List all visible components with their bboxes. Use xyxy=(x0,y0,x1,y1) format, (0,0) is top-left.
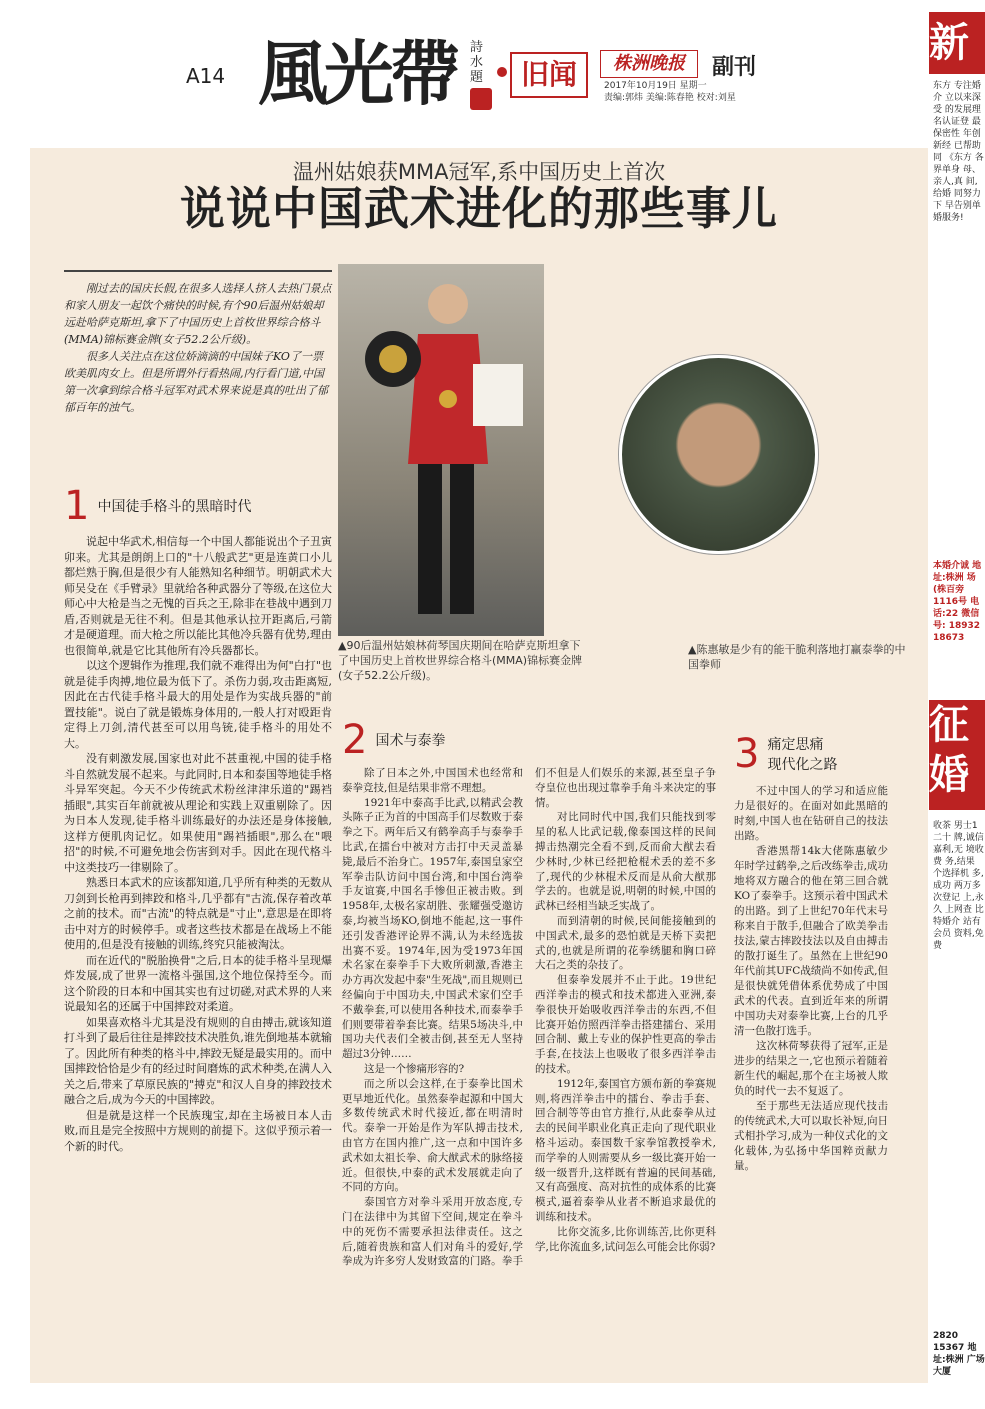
body-paragraph: 1912年,泰国官方颁布新的拳赛规则,将西洋拳击中的擂台、拳击手套、回合制等等由官方推行,从此泰拳从过去的民间半职业化真正走向了现代职业格斗运动。泰国数千家拳馆教授拳术,而学拳的人则需要从乡一级比赛开始一级一级晋升,这样既有普遍的民间基础,又有高强度、高对抗性的成体系的比赛模式,逼着泰拳从业者不断追求最优的训练和技术。 xyxy=(535,1077,716,1223)
body-paragraph: 比你交流多,比你训练苦,比你更科学,比你流血多,试问怎么可能会比你弱? xyxy=(535,1225,716,1253)
editors-line: 责编:郭炜 美编:陈春艳 校对:刘星 xyxy=(604,93,736,103)
body-paragraph: 以这个逻辑作为推理,我们就不难得出为何"白打"也就是徒手肉搏,地位最为低下了。杀伤力弱,攻击距离短,因此在古代徒手格斗最大的用处是作为实战兵器的"前置技能"。说白了就是锻炼身体用的,一般人打对殴距肯定得上刀剑,清代甚至可以用鸟铳,徒手格斗的用处不大。 xyxy=(64,659,332,750)
article-background xyxy=(30,148,928,1383)
section-label: 旧闻 xyxy=(510,52,588,98)
body-paragraph: 而到清朝的时候,民间能接触到的中国武术,最多的恐怕就是天桥下卖把式的,也就是所谓的花拳绣腿和胸口碎大石之类的杂技了。 xyxy=(535,914,716,972)
red-seal-icon xyxy=(470,88,492,110)
ad-text-top: 东方 专注婚介 立以来深受 的发展理 名认证登 最保密性 年创新经 已帮助同 《东方 各界单身 母、亲人,真 间,给婚 同努力下 早告别单 婚服务! xyxy=(933,81,984,223)
page-number: A14 xyxy=(186,64,226,88)
body-paragraph: 1921年中泰高手比武,以精武会教头陈子正为首的中国高手们尽数败于泰拳之下。两年后又有鹤拳高手与泰拳手比武,在擂台中被对方击打中天灵盖暴毙,最后不治身亡。1957年,泰国皇家空军拳击队访问中国台湾,和中国台湾拳手友谊赛,中国名手惨但正被击败。到1958年,太极名家胡胜、张耀强受邀访泰,均被当场KO,倒地不能起,这一事件还引发香港评论界不满,认为未经选拔出赛不妥。1974年,因为受1973年国术名家在泰拳手下大败所刺激,香港主办方再次发起中泰"生死战",而且规则已经偏向于中国功夫,中国武术家们空手不戴拳套,可以使用各种技术,而泰拳手们则要带着拳套比赛。结果5场决斗,中国功夫代表们全被击倒,甚至无人坚持超过3分钟…… xyxy=(342,796,523,1061)
intro-paragraph: 很多人关注点在这位娇滴滴的中国妹子KO了一票欧美肌肉女上。但是所谓外行看热闹,内行看门道,中国第一次拿到综合格斗冠军对武术界来说是真的吐出了郁郁百年的浊气。 xyxy=(64,350,328,414)
portrait-photo-caption: ▲陈惠敏是少有的能干脆利落地打赢泰拳的中国拳师 xyxy=(688,643,906,671)
body-paragraph: 除了日本之外,中国国术也经常和泰拳竞技,但是结果非常不理想。 xyxy=(342,767,523,794)
supplement-label: 副刊 xyxy=(712,55,757,80)
section-number: 2 xyxy=(342,717,368,763)
champion-photo-caption: ▲90后温州姑娘林荷琴国庆期间在哈萨克斯坦拿下了中国历史上首枚世界综合格斗(MMA)锦标赛金牌(女子52.2公斤级)。 xyxy=(338,639,583,682)
article-headline: 说说中国武术进化的那些事儿 xyxy=(179,182,778,235)
body-paragraph: 不过中国人的学习和适应能力是很好的。在面对如此黑暗的时刻,中国人也在钻研自己的技法出路。 xyxy=(734,785,888,842)
section-number: 3 xyxy=(734,731,760,777)
ad-text-lower: 收茶 男士1 二十 牌,诚信 嘉利,无 境收费 务,结果 个选择机 多,成功 两万多 次登记 上,永久 上网查 比特婚介 站有会员 资料,免费 xyxy=(933,821,984,951)
body-paragraph: 至于那些无法适应现代技击的传统武术,大可以取长补短,向日式相扑学习,成为一种仪式化的文化载体,为弘扬中华国粹贡献力量。 xyxy=(734,1100,888,1172)
body-paragraph: 泰国官方对拳斗采用开放态度,专门在法律中为其留下空间,规定在拳斗中的死伤不需要承担法律责任。这之后,随着贵族和富人们对角斗的爱好,学拳成为许多穷人发财致富的门路。拳手们不但是人们娱乐的来源,甚至皇子争夺皇位也出现过靠拳手角斗来决定的事情。 xyxy=(342,767,716,1268)
body-paragraph: 这次林荷琴获得了冠军,正是进步的结果之一,它也预示着随着新生代的崛起,那个在主场被人欺负的时代一去不复返了。 xyxy=(734,1040,888,1097)
champion-photo xyxy=(338,264,544,636)
section-title: 国术与泰拳 xyxy=(375,733,446,749)
section-2-header xyxy=(342,717,716,763)
ad-heading-mid: 征婚 xyxy=(929,700,985,810)
portrait-photo xyxy=(619,355,818,554)
newspaper-logo: 株洲晚报 xyxy=(600,50,698,78)
intro-rule xyxy=(64,270,332,272)
date-line: 2017年10月19日 星期一 xyxy=(604,81,707,91)
article-intro xyxy=(64,280,332,416)
ad-contact-top: 本婚介诚 地址:株洲 场(株百旁 1116号 电话:22 微信号: 18932 18673 xyxy=(933,561,982,643)
section-title xyxy=(767,734,837,774)
header-meta xyxy=(604,80,736,104)
body-paragraph: 但是就是这样一个民族瑰宝,却在主场被日本人击败,而且是完全按照中方规则的前提下。这似乎预示着一个新的时代。 xyxy=(64,1108,332,1153)
body-paragraph: 而之所以会这样,在于泰拳比国术更早地近代化。虽然泰拳起源和中国大多数传统武术时代接近,都在明清时代。泰拳一开始是作为军队搏击技术,由官方在国内推广,这一点和中国许多武术如太祖长拳、俞大猷武术的脉络接近。但很快,中泰的武术发展就走向了不同的方向。 xyxy=(342,1077,523,1194)
body-paragraph: 如果喜欢格斗尤其是没有规则的自由搏击,就该知道打斗到了最后往往是摔跤技术决胜负,谁先倒地基本就输了。因此所有种类的格斗中,摔跤无疑是最实用的。而中国摔跤恰恰是少有的经过时间磨炼的武术种类,在满人入关之后,带来了草原民族的"搏克"和汉人自身的摔跤技术融合之后,成为今天的中国摔跤。 xyxy=(64,1015,332,1106)
section-1-header xyxy=(64,483,332,529)
body-paragraph: 但泰拳发展并不止于此。19世纪西洋拳击的模式和技术都进入亚洲,泰拳很快开始吸收西洋拳击的东西,不但比赛开始仿照西洋拳击搭建擂台、采用回合制、戴上专业的保护性更高的拳击手套,在技法上也吸收了很多西洋拳击的技术。 xyxy=(535,974,716,1075)
section-title-line: 现代化之路 xyxy=(767,757,838,773)
section-3-header xyxy=(734,731,888,777)
body-paragraph: 这是一个惨痛形容的? xyxy=(364,1062,465,1075)
calligrapher-signature: 詩水題 xyxy=(470,40,484,85)
body-paragraph: 没有刺激发展,国家也对此不甚重视,中国的徒手格斗自然就发展不起来。与此同时,日本和泰国等地徒手格斗异军突起。今天不少传统武术粉丝津津乐道的"踢裆插眼",其实百年前就被从理论和实践上双重剔除了。因为日本人发现,徒手格斗训练最好的办法还是身体接触,这样方便肌肉记忆。如果使用"踢裆插眼",那么在"喂招"的时候,不可避免地会伤害到对手。因此在现代格斗中这类技巧一律剔除了。 xyxy=(64,752,332,874)
column-name-calligraphy: 風光帶 xyxy=(258,32,456,115)
body-paragraph: 而在近代的"脱胎换骨"之后,日本的徒手格斗呈现爆炸发展,成了世界一流格斗强国,这个地位保持至今。而这个阶段的日本和中国其实也有过切磋,对武术界的人来说最知名的还属于中国摔跤对柔道。 xyxy=(64,953,332,1013)
section-3 xyxy=(734,731,888,1174)
section-number: 1 xyxy=(64,483,90,529)
ad-footer: 2820 15367 地址:株洲 广场大厦 xyxy=(933,1331,985,1377)
adjacent-ad-column xyxy=(929,0,985,1409)
section-1 xyxy=(64,483,332,1154)
champion-figure-icon xyxy=(338,264,544,636)
section-title-line: 痛定思痛 xyxy=(767,737,824,753)
section-2-body xyxy=(342,766,716,1269)
section-1-body xyxy=(64,534,332,1154)
ad-heading-top: 新 xyxy=(929,12,985,74)
body-paragraph: 香港黑帮14k大佬陈惠敏少年时学过鹤拳,之后改练拳击,成功地将双方融合的他在第三回合就KO了泰拳手。这预示着中国武术的出路。到了上世纪70年代末号称来自于散手,但融合了欧美拳击技法,蒙古摔跤技法以及自由搏击的散打诞生了。虽然在上世纪90年代前其UFC战绩尚不如传武,但是很快就凭借体系优势成了中国武术的代表。直到近年来的所谓中国功夫对泰拳比赛,上台的几乎清一色散打选手。 xyxy=(734,845,888,1037)
red-dot-icon xyxy=(497,67,507,77)
section-2 xyxy=(342,717,716,1269)
section-3-body xyxy=(734,784,888,1174)
intro-paragraph: 刚过去的国庆长假,在很多人选择人挤人去热门景点和家人朋友一起饮个痛快的时候,有个90后温州姑娘却远赴哈萨克斯坦,拿下了中国历史上首枚世界综合格斗(MMA)锦标赛金牌(女子52.2公斤级)。 xyxy=(64,282,332,346)
section-title: 中国徒手格斗的黑暗时代 xyxy=(97,499,252,515)
body-paragraph: 熟悉日本武术的应该都知道,几乎所有种类的无数从刀剑到长枪再到摔跤和格斗,几乎都有"古流,保存着改革之前的技术。而"古流"的特点就是"寸止",意思是在即将击中对方的时候停手。或者这些技术都是在战场上不能使用的,但是没有接触的训练,终究只能被淘汰。 xyxy=(64,876,332,951)
body-paragraph: 说起中华武术,相信每一个中国人都能说出个子丑寅卯来。尤其是朗朗上口的"十八般武艺"更是连黄口小儿都烂熟于胸,但是很少有人能熟知名种细节。明朝武术大师吴殳在《手臂录》里就给各种武器分了等级,在这位大师心中大枪是当之无愧的百兵之王,除非在巷战中遇到刀盾,否则就是无往不利。但是其他承认拉开距离后,弓箭才是硬道理。而大枪之所以能比其他冷兵器有优势,理由也很简单,就是它比其他所有冷兵器都长。 xyxy=(64,535,332,657)
body-paragraph: 对比同时代中国,我们只能找到零星的私人比武记载,像泰国这样的民间搏击热潮完全看不到,反而俞大猷去看少林时,少林已经把枪棍术丢的差不多了,现代的少林棍术反而是从俞大猷那学去的。也就是说,明朝的时候,中国的武林已经相当缺乏实战了。 xyxy=(535,811,716,913)
article-subtitle: 温州姑娘获MMA冠军,系中国历史上首次 xyxy=(292,160,666,184)
